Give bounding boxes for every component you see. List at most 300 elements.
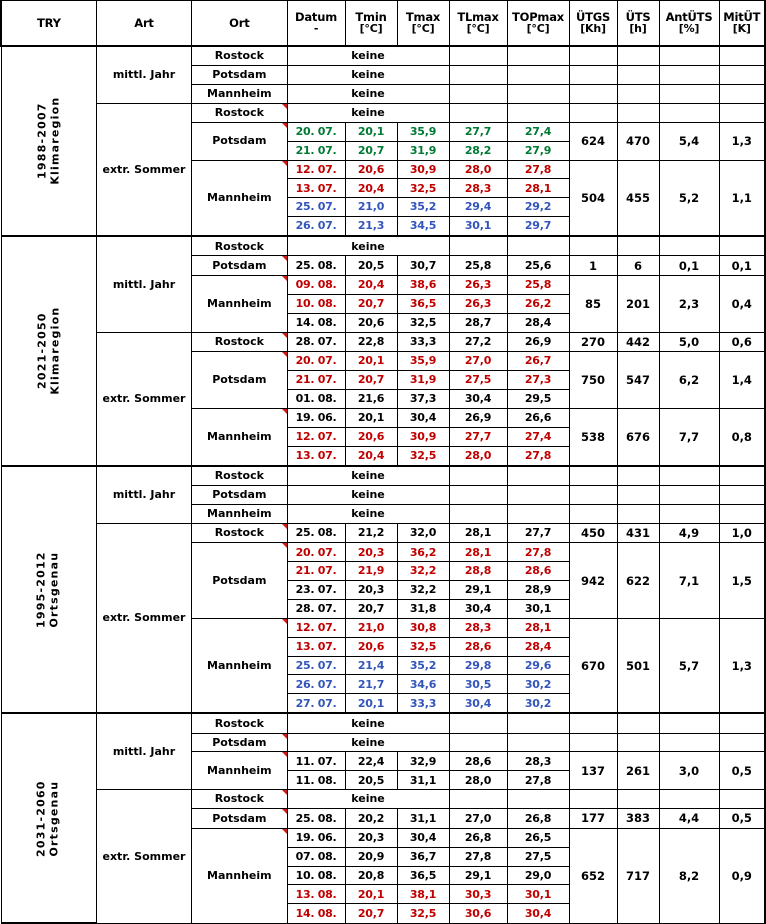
cell-datum: 14. 08. [287, 904, 345, 923]
cell-topmax: 27,7 [507, 523, 569, 543]
cell-tmax: 34,5 [397, 217, 449, 237]
ort-label: Mannheim [192, 85, 287, 104]
art-label: mittl. Jahr [96, 236, 191, 332]
table-row [1, 713, 765, 733]
empty-cell [719, 466, 765, 486]
cell-topmax: 30,4 [507, 904, 569, 923]
art-label: extr. Sommer [96, 332, 191, 466]
cell-mituet: 1,3 [719, 618, 765, 713]
empty-cell [569, 46, 617, 66]
table-row [1, 46, 765, 66]
cell-datum: 13. 07. [287, 446, 345, 466]
cell-tmin: 21,3 [345, 217, 397, 237]
cell-tlmax: 28,0 [449, 446, 507, 466]
cell-tmax: 33,3 [397, 694, 449, 714]
cell-tmax: 32,2 [397, 562, 449, 581]
cell-topmax: 30,2 [507, 675, 569, 694]
ort-label: Rostock [192, 103, 287, 122]
cell-uets: 547 [617, 352, 659, 409]
cell-tmin: 21,0 [345, 198, 397, 217]
empty-cell [617, 103, 659, 122]
header-unit: [°C] [411, 22, 435, 36]
cell-uets: 201 [617, 276, 659, 333]
cell-mituet: 0,9 [719, 828, 765, 923]
ort-label: Mannheim [192, 408, 287, 465]
table-row [1, 103, 765, 122]
cell-uetgs: 450 [569, 523, 617, 543]
header-label: Tmin [355, 10, 387, 25]
cell-antuets: 5,2 [659, 160, 719, 236]
cell-datum: 13. 07. [287, 637, 345, 656]
try-period-kind: Klimaregion [47, 306, 61, 396]
header-label: TRY [37, 15, 61, 30]
header-label: ÜTGS [575, 10, 611, 25]
empty-cell [507, 103, 569, 122]
cell-tmin: 20,1 [345, 352, 397, 371]
cell-tmax: 38,6 [397, 276, 449, 295]
cell-antuets: 4,4 [659, 809, 719, 829]
empty-cell [449, 236, 507, 256]
cell-tmin: 20,7 [345, 141, 397, 160]
no-data-cell: keine [287, 485, 449, 504]
cell-uetgs: 670 [569, 618, 617, 713]
cell-topmax: 27,8 [507, 543, 569, 562]
cell-datum: 26. 07. [287, 217, 345, 237]
empty-cell [617, 46, 659, 66]
empty-cell [659, 485, 719, 504]
cell-tmin: 20,1 [345, 408, 397, 427]
empty-cell [507, 485, 569, 504]
header-unit: - [313, 22, 319, 36]
try-period-kind: Klimaregion [47, 97, 61, 186]
cell-antuets: 7,7 [659, 408, 719, 465]
cell-tmax: 31,9 [397, 371, 449, 390]
cell-tmin: 20,5 [345, 771, 397, 790]
cell-tmin: 21,9 [345, 562, 397, 581]
cell-tmax: 32,5 [397, 446, 449, 466]
cell-uetgs: 85 [569, 276, 617, 333]
empty-cell [719, 85, 765, 104]
cell-tlmax: 28,6 [449, 752, 507, 771]
cell-topmax: 29,6 [507, 656, 569, 675]
cell-datum: 20. 07. [287, 352, 345, 371]
cell-tmin: 20,1 [345, 885, 397, 904]
cell-datum: 28. 07. [287, 599, 345, 618]
cell-uetgs: 538 [569, 408, 617, 465]
empty-cell [719, 504, 765, 523]
cell-uets: 431 [617, 523, 659, 543]
cell-tlmax: 28,8 [449, 562, 507, 581]
cell-tmin: 21,7 [345, 675, 397, 694]
cell-tlmax: 30,6 [449, 904, 507, 923]
cell-topmax: 27,9 [507, 141, 569, 160]
cell-tmin: 20,2 [345, 809, 397, 829]
empty-cell [507, 790, 569, 809]
empty-cell [719, 713, 765, 733]
cell-topmax: 28,6 [507, 562, 569, 581]
cell-uetgs: 652 [569, 828, 617, 923]
cell-antuets: 7,1 [659, 543, 719, 619]
header-label: AntÜTS [665, 10, 713, 25]
cell-tmax: 35,2 [397, 198, 449, 217]
cell-mituet: 0,6 [719, 332, 765, 352]
ort-label: Mannheim [192, 160, 287, 236]
empty-cell [569, 66, 617, 85]
cell-datum: 09. 08. [287, 276, 345, 295]
no-data-cell: keine [287, 66, 449, 85]
cell-antuets: 5,4 [659, 122, 719, 160]
cell-datum: 10. 08. [287, 294, 345, 313]
cell-topmax: 29,0 [507, 866, 569, 885]
cell-datum: 27. 07. [287, 694, 345, 714]
ort-label: Potsdam [192, 733, 287, 752]
art-label: mittl. Jahr [96, 713, 191, 789]
cell-tmin: 20,6 [345, 313, 397, 332]
empty-cell [659, 46, 719, 66]
empty-cell [569, 85, 617, 104]
empty-cell [659, 713, 719, 733]
cell-topmax: 26,9 [507, 332, 569, 352]
header-label: TOPmax [511, 10, 564, 25]
cell-tmax: 36,7 [397, 847, 449, 866]
cell-tmax: 30,4 [397, 408, 449, 427]
ort-label: Potsdam [192, 66, 287, 85]
try-period-label [1, 466, 96, 714]
cell-topmax: 27,3 [507, 371, 569, 390]
empty-cell [659, 790, 719, 809]
ort-label: Potsdam [192, 485, 287, 504]
empty-cell [569, 485, 617, 504]
column-header-mituet [719, 1, 765, 47]
empty-cell [569, 103, 617, 122]
table-row [1, 236, 765, 256]
empty-cell [617, 713, 659, 733]
cell-datum: 12. 07. [287, 618, 345, 637]
cell-mituet: 0,8 [719, 408, 765, 465]
ort-label: Potsdam [192, 809, 287, 829]
cell-tmin: 20,7 [345, 371, 397, 390]
cell-topmax: 28,4 [507, 637, 569, 656]
ort-label: Rostock [192, 236, 287, 256]
cell-tmin: 20,4 [345, 446, 397, 466]
no-data-cell: keine [287, 85, 449, 104]
cell-topmax: 27,5 [507, 847, 569, 866]
empty-cell [617, 236, 659, 256]
cell-tmax: 32,9 [397, 752, 449, 771]
cell-datum: 25. 08. [287, 523, 345, 543]
cell-topmax: 30,1 [507, 885, 569, 904]
cell-tlmax: 29,1 [449, 866, 507, 885]
no-data-cell: keine [287, 46, 449, 66]
cell-tmax: 31,8 [397, 599, 449, 618]
empty-cell [449, 66, 507, 85]
column-header-ort [192, 1, 287, 47]
cell-tlmax: 28,0 [449, 160, 507, 179]
ort-label: Rostock [192, 713, 287, 733]
table-body [1, 46, 765, 923]
cell-topmax: 27,8 [507, 160, 569, 179]
ort-label: Rostock [192, 523, 287, 543]
cell-datum: 12. 07. [287, 160, 345, 179]
cell-tmax: 30,9 [397, 160, 449, 179]
table-row [1, 790, 765, 809]
column-header-tmin [345, 1, 397, 47]
cell-tmax: 38,1 [397, 885, 449, 904]
art-label: mittl. Jahr [96, 46, 191, 103]
ort-label: Rostock [192, 790, 287, 809]
cell-tmin: 20,7 [345, 599, 397, 618]
cell-tmax: 30,4 [397, 828, 449, 847]
table-row [1, 523, 765, 543]
cell-tmax: 30,7 [397, 256, 449, 276]
ort-label: Potsdam [192, 543, 287, 619]
cell-tmax: 36,5 [397, 866, 449, 885]
cell-topmax: 30,1 [507, 599, 569, 618]
cell-antuets: 5,0 [659, 332, 719, 352]
column-header-uetgs [569, 1, 617, 47]
cell-tlmax: 27,0 [449, 809, 507, 829]
cell-datum: 25. 07. [287, 656, 345, 675]
header-label: Art [134, 15, 154, 30]
cell-datum: 26. 07. [287, 675, 345, 694]
cell-topmax: 28,9 [507, 581, 569, 600]
cell-tlmax: 30,1 [449, 217, 507, 237]
try-period-label [1, 713, 96, 923]
column-header-topmax [507, 1, 569, 47]
cell-tlmax: 27,0 [449, 352, 507, 371]
cell-tlmax: 29,4 [449, 198, 507, 217]
empty-cell [507, 466, 569, 486]
cell-antuets: 0,1 [659, 256, 719, 276]
cell-topmax: 29,2 [507, 198, 569, 217]
empty-cell [507, 504, 569, 523]
empty-cell [659, 504, 719, 523]
empty-cell [719, 790, 765, 809]
cell-topmax: 26,7 [507, 352, 569, 371]
cell-uets: 261 [617, 752, 659, 790]
cell-tmin: 20,7 [345, 294, 397, 313]
header-label: Datum [295, 10, 337, 25]
cell-topmax: 28,1 [507, 618, 569, 637]
cell-uetgs: 270 [569, 332, 617, 352]
cell-tmin: 20,1 [345, 694, 397, 714]
cell-tmin: 20,4 [345, 276, 397, 295]
cell-datum: 25. 07. [287, 198, 345, 217]
ort-label: Mannheim [192, 504, 287, 523]
empty-cell [569, 790, 617, 809]
cell-uetgs: 750 [569, 352, 617, 409]
ort-label: Rostock [192, 46, 287, 66]
cell-datum: 21. 07. [287, 562, 345, 581]
cell-antuets: 6,2 [659, 352, 719, 409]
cell-datum: 19. 06. [287, 408, 345, 427]
empty-cell [449, 504, 507, 523]
cell-datum: 19. 06. [287, 828, 345, 847]
no-data-cell: keine [287, 103, 449, 122]
ort-label: Mannheim [192, 618, 287, 713]
empty-cell [659, 236, 719, 256]
cell-topmax: 27,4 [507, 427, 569, 446]
cell-tlmax: 26,8 [449, 828, 507, 847]
cell-mituet: 1,1 [719, 160, 765, 236]
cell-antuets: 2,3 [659, 276, 719, 333]
cell-tmin: 20,5 [345, 256, 397, 276]
cell-tmax: 30,9 [397, 427, 449, 446]
empty-cell [719, 103, 765, 122]
try-period-years: 1988-2007 [35, 102, 49, 180]
cell-antuets: 4,9 [659, 523, 719, 543]
ort-label: Rostock [192, 332, 287, 352]
cell-mituet: 1,5 [719, 543, 765, 619]
cell-tlmax: 26,3 [449, 294, 507, 313]
cell-tlmax: 27,8 [449, 847, 507, 866]
cell-tlmax: 28,1 [449, 523, 507, 543]
cell-tmax: 32,0 [397, 523, 449, 543]
cell-topmax: 26,5 [507, 828, 569, 847]
cell-tlmax: 28,0 [449, 771, 507, 790]
cell-mituet: 1,0 [719, 523, 765, 543]
header-unit: [°C] [526, 22, 550, 36]
cell-tlmax: 27,2 [449, 332, 507, 352]
cell-tlmax: 30,4 [449, 390, 507, 409]
cell-tmin: 21,2 [345, 523, 397, 543]
column-header-tlmax [449, 1, 507, 47]
cell-uets: 717 [617, 828, 659, 923]
cell-datum: 28. 07. [287, 332, 345, 352]
empty-cell [719, 46, 765, 66]
cell-mituet: 0,4 [719, 276, 765, 333]
cell-tmax: 32,5 [397, 179, 449, 198]
cell-tlmax: 26,9 [449, 408, 507, 427]
empty-cell [507, 713, 569, 733]
empty-cell [449, 485, 507, 504]
empty-cell [617, 85, 659, 104]
ort-label: Mannheim [192, 828, 287, 923]
ort-label: Mannheim [192, 752, 287, 790]
cell-tlmax: 28,1 [449, 543, 507, 562]
cell-datum: 10. 08. [287, 866, 345, 885]
cell-tmin: 22,4 [345, 752, 397, 771]
cell-datum: 25. 08. [287, 809, 345, 829]
empty-cell [719, 485, 765, 504]
cell-uets: 442 [617, 332, 659, 352]
cell-tmin: 20,8 [345, 866, 397, 885]
cell-antuets: 8,2 [659, 828, 719, 923]
empty-cell [449, 46, 507, 66]
cell-topmax: 26,8 [507, 809, 569, 829]
cell-tlmax: 27,7 [449, 427, 507, 446]
column-header-datum [287, 1, 345, 47]
cell-uetgs: 1 [569, 256, 617, 276]
cell-tmax: 35,9 [397, 122, 449, 141]
cell-tmin: 20,3 [345, 828, 397, 847]
ort-label: Mannheim [192, 276, 287, 333]
cell-tmax: 34,6 [397, 675, 449, 694]
empty-cell [569, 733, 617, 752]
cell-tmax: 33,3 [397, 332, 449, 352]
header-label: Tmax [405, 10, 441, 25]
cell-antuets: 3,0 [659, 752, 719, 790]
empty-cell [507, 66, 569, 85]
cell-tmax: 32,2 [397, 581, 449, 600]
empty-cell [449, 103, 507, 122]
cell-uetgs: 177 [569, 809, 617, 829]
ort-label: Potsdam [192, 122, 287, 160]
empty-cell [449, 85, 507, 104]
cell-topmax: 26,6 [507, 408, 569, 427]
no-data-cell: keine [287, 504, 449, 523]
empty-cell [617, 485, 659, 504]
cell-tlmax: 28,7 [449, 313, 507, 332]
empty-cell [659, 466, 719, 486]
header-unit: [°C] [359, 22, 383, 36]
cell-mituet: 1,4 [719, 352, 765, 409]
try-period-years: 1995-2012 [35, 551, 49, 628]
empty-cell [449, 713, 507, 733]
cell-uetgs: 942 [569, 543, 617, 619]
try-period-kind: Ortsgenau [47, 551, 61, 628]
cell-tmin: 20,9 [345, 847, 397, 866]
cell-tmax: 31,1 [397, 771, 449, 790]
no-data-cell: keine [287, 790, 449, 809]
ort-label: Rostock [192, 466, 287, 486]
cell-topmax: 25,6 [507, 256, 569, 276]
try-period-years: 2021-2050 [35, 312, 49, 390]
cell-tmin: 20,7 [345, 904, 397, 923]
cell-tmax: 31,9 [397, 141, 449, 160]
try-period-label [1, 236, 96, 466]
cell-tmin: 20,3 [345, 543, 397, 562]
cell-topmax: 27,8 [507, 446, 569, 466]
cell-tlmax: 30,4 [449, 694, 507, 714]
try-period-label [1, 46, 96, 236]
header-label: TLmax [457, 10, 499, 25]
cell-tlmax: 28,6 [449, 637, 507, 656]
art-label: extr. Sommer [96, 103, 191, 236]
cell-tmin: 20,1 [345, 122, 397, 141]
no-data-cell: keine [287, 236, 449, 256]
empty-cell [617, 66, 659, 85]
cell-topmax: 27,4 [507, 122, 569, 141]
table-row [1, 466, 765, 486]
cell-mituet: 0,5 [719, 752, 765, 790]
cell-datum: 13. 07. [287, 179, 345, 198]
cell-tmax: 31,1 [397, 809, 449, 829]
empty-cell [507, 46, 569, 66]
cell-tmax: 32,5 [397, 637, 449, 656]
cell-topmax: 28,3 [507, 752, 569, 771]
cell-datum: 11. 07. [287, 752, 345, 771]
table-row [1, 332, 765, 352]
cell-uets: 501 [617, 618, 659, 713]
cell-tlmax: 28,3 [449, 618, 507, 637]
empty-cell [719, 236, 765, 256]
cell-tlmax: 25,8 [449, 256, 507, 276]
art-label: extr. Sommer [96, 790, 191, 923]
empty-cell [617, 504, 659, 523]
empty-cell [659, 85, 719, 104]
column-header-antuets [659, 1, 719, 47]
cell-tmin: 20,6 [345, 637, 397, 656]
header-unit: [Kh] [580, 22, 606, 36]
empty-cell [659, 733, 719, 752]
empty-cell [449, 466, 507, 486]
empty-cell [569, 466, 617, 486]
no-data-cell: keine [287, 733, 449, 752]
cell-datum: 12. 07. [287, 427, 345, 446]
try-period-kind: Ortsgenau [47, 780, 61, 857]
art-label: extr. Sommer [96, 523, 191, 713]
